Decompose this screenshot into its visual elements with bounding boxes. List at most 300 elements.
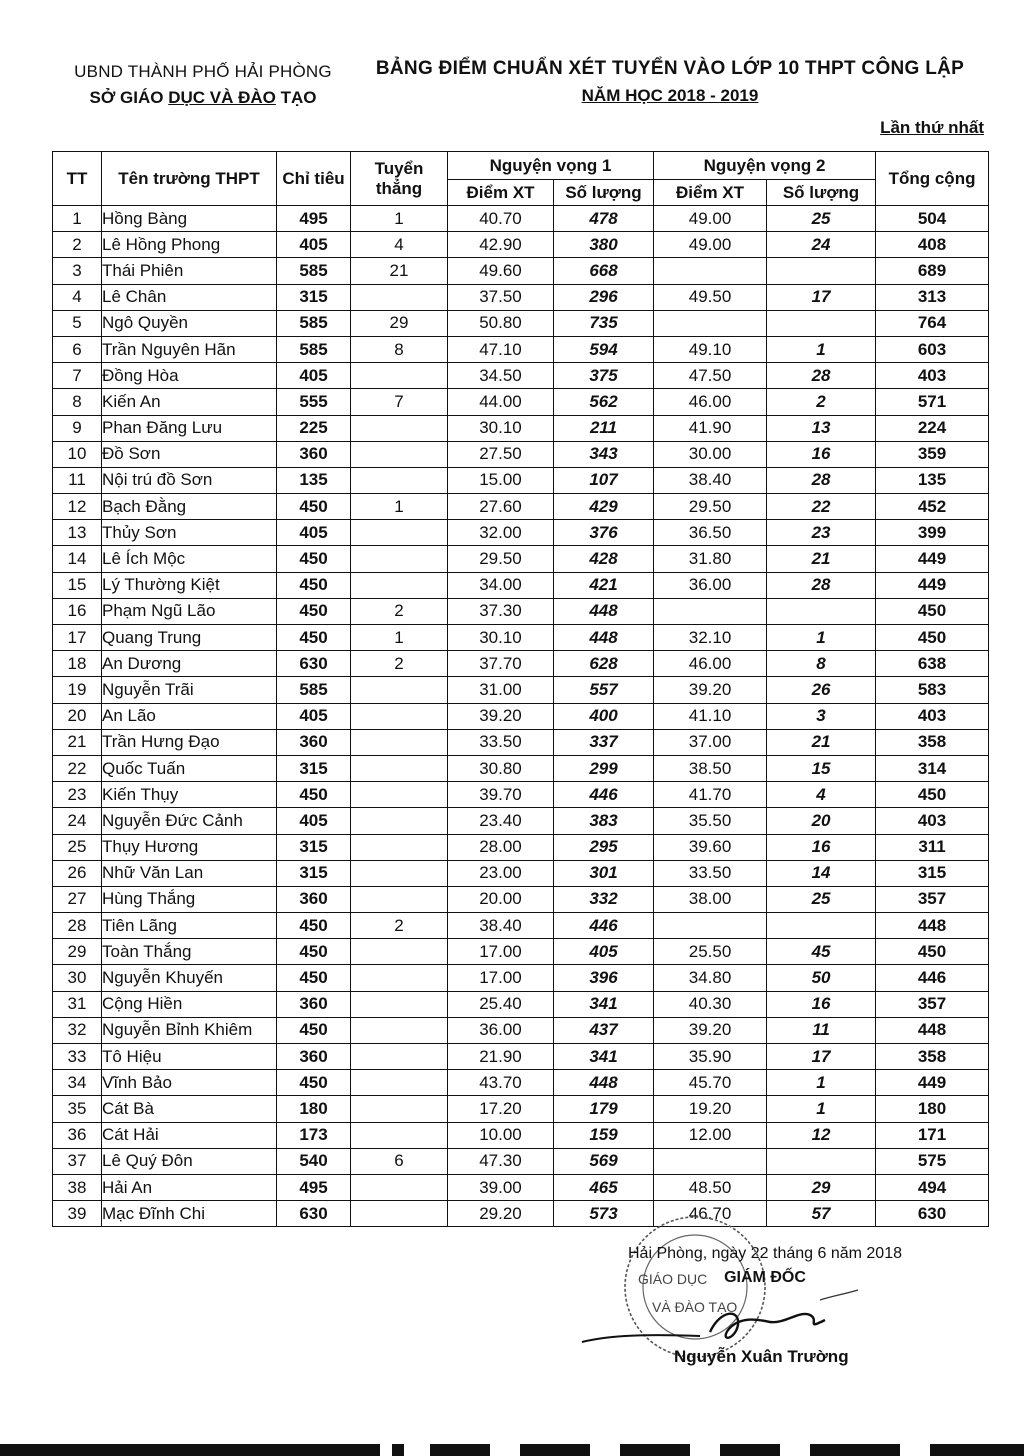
table-row — [53, 991, 989, 1017]
row-nv1-score: 34.50 — [448, 363, 554, 389]
row-school: Lê Quý Đôn — [102, 1148, 277, 1174]
row-nv1-score: 29.20 — [448, 1201, 554, 1227]
row-school: Lê Hồng Phong — [102, 232, 277, 258]
row-direct — [351, 703, 448, 729]
row-nv1-count: 107 — [554, 467, 654, 493]
col-nv2-score: Điểm XT — [654, 180, 767, 206]
row-total: 504 — [876, 206, 989, 232]
row-nv2-count: 15 — [767, 755, 876, 781]
row-nv1-score: 23.40 — [448, 808, 554, 834]
row-quota: 630 — [277, 1201, 351, 1227]
round-label: Lần thứ nhất — [880, 118, 984, 137]
row-direct — [351, 1122, 448, 1148]
row-tt: 10 — [53, 441, 102, 467]
row-school: An Dương — [102, 651, 277, 677]
row-total: 224 — [876, 415, 989, 441]
row-direct: 6 — [351, 1148, 448, 1174]
row-nv2-count: 25 — [767, 886, 876, 912]
row-direct — [351, 755, 448, 781]
table-row — [53, 1044, 989, 1070]
table-row — [53, 729, 989, 755]
row-nv1-score: 38.40 — [448, 913, 554, 939]
row-nv2-count: 23 — [767, 520, 876, 546]
row-tt: 6 — [53, 336, 102, 362]
row-tt: 34 — [53, 1070, 102, 1096]
row-total: 448 — [876, 1017, 989, 1043]
row-nv1-count: 465 — [554, 1174, 654, 1200]
table-row — [53, 1122, 989, 1148]
row-tt: 39 — [53, 1201, 102, 1227]
table-row — [53, 782, 989, 808]
row-tt: 4 — [53, 284, 102, 310]
row-direct: 4 — [351, 232, 448, 258]
row-tt: 16 — [53, 598, 102, 624]
col-total: Tổng cộng — [876, 152, 989, 206]
table-row — [53, 389, 989, 415]
row-total: 358 — [876, 1044, 989, 1070]
row-nv2-count: 28 — [767, 467, 876, 493]
row-direct — [351, 572, 448, 598]
row-direct: 1 — [351, 494, 448, 520]
row-school: Đồng Hòa — [102, 363, 277, 389]
row-direct — [351, 834, 448, 860]
table-row — [53, 232, 989, 258]
row-quota: 450 — [277, 939, 351, 965]
row-school: Phạm Ngũ Lão — [102, 598, 277, 624]
row-nv1-score: 50.80 — [448, 310, 554, 336]
row-total: 448 — [876, 913, 989, 939]
row-tt: 18 — [53, 651, 102, 677]
row-nv1-score: 17.20 — [448, 1096, 554, 1122]
row-quota: 495 — [277, 1174, 351, 1200]
row-nv1-score: 44.00 — [448, 389, 554, 415]
row-nv2-score: 49.10 — [654, 336, 767, 362]
row-total: 180 — [876, 1096, 989, 1122]
row-nv1-score: 37.70 — [448, 651, 554, 677]
col-school: Tên trường THPT — [102, 152, 277, 206]
row-nv1-score: 32.00 — [448, 520, 554, 546]
table-row — [53, 441, 989, 467]
row-nv2-score: 38.50 — [654, 755, 767, 781]
row-tt: 17 — [53, 625, 102, 651]
row-direct: 21 — [351, 258, 448, 284]
row-nv2-score: 49.00 — [654, 232, 767, 258]
row-quota: 495 — [277, 206, 351, 232]
row-quota: 360 — [277, 991, 351, 1017]
row-nv1-score: 21.90 — [448, 1044, 554, 1070]
row-quota: 405 — [277, 808, 351, 834]
row-quota: 450 — [277, 965, 351, 991]
row-quota: 450 — [277, 1070, 351, 1096]
row-nv2-count: 1 — [767, 1096, 876, 1122]
row-total: 630 — [876, 1201, 989, 1227]
seal-line-2: VÀ ĐÀO TẠO — [652, 1299, 738, 1315]
row-tt: 7 — [53, 363, 102, 389]
row-nv1-count: 296 — [554, 284, 654, 310]
row-quota: 540 — [277, 1148, 351, 1174]
table-row — [53, 494, 989, 520]
place-date: Hải Phòng, ngày 22 tháng 6 năm 2018 — [628, 1245, 902, 1262]
row-school: Nguyễn Đức Cảnh — [102, 808, 277, 834]
row-school: Hải An — [102, 1174, 277, 1200]
row-nv1-count: 375 — [554, 363, 654, 389]
document-title: BẢNG ĐIỂM CHUẨN XÉT TUYỂN VÀO LỚP 10 THPT CÔNG LẬP — [375, 58, 965, 79]
row-total: 403 — [876, 808, 989, 834]
row-nv2-score: 31.80 — [654, 546, 767, 572]
document-heading — [365, 58, 975, 106]
row-nv1-score: 43.70 — [448, 1070, 554, 1096]
row-nv2-count: 24 — [767, 232, 876, 258]
row-total: 403 — [876, 363, 989, 389]
seal-line-1: GIÁO DỤC — [638, 1271, 708, 1287]
row-direct — [351, 1096, 448, 1122]
row-tt: 37 — [53, 1148, 102, 1174]
row-school: Trần Hưng Đạo — [102, 729, 277, 755]
row-nv2-count: 12 — [767, 1122, 876, 1148]
row-nv2-count: 1 — [767, 625, 876, 651]
row-tt: 11 — [53, 467, 102, 493]
row-nv2-count: 1 — [767, 336, 876, 362]
row-nv1-count: 448 — [554, 1070, 654, 1096]
table-row — [53, 572, 989, 598]
row-total: 408 — [876, 232, 989, 258]
col-direct: Tuyển thẳng — [351, 152, 448, 206]
row-tt: 24 — [53, 808, 102, 834]
row-nv2-count: 2 — [767, 389, 876, 415]
row-nv1-score: 10.00 — [448, 1122, 554, 1148]
row-quota: 450 — [277, 572, 351, 598]
row-nv1-score: 17.00 — [448, 939, 554, 965]
row-quota: 585 — [277, 336, 351, 362]
row-nv2-score: 32.10 — [654, 625, 767, 651]
row-quota: 405 — [277, 703, 351, 729]
row-nv1-count: 396 — [554, 965, 654, 991]
row-quota: 555 — [277, 389, 351, 415]
row-tt: 23 — [53, 782, 102, 808]
row-total: 403 — [876, 703, 989, 729]
row-tt: 2 — [53, 232, 102, 258]
row-nv1-count: 429 — [554, 494, 654, 520]
row-nv1-count: 295 — [554, 834, 654, 860]
row-nv1-score: 20.00 — [448, 886, 554, 912]
table-row — [53, 965, 989, 991]
row-quota: 315 — [277, 860, 351, 886]
row-tt: 12 — [53, 494, 102, 520]
row-nv2-count: 13 — [767, 415, 876, 441]
row-nv2-count — [767, 1148, 876, 1174]
row-quota: 450 — [277, 1017, 351, 1043]
row-direct — [351, 1044, 448, 1070]
row-nv1-score: 34.00 — [448, 572, 554, 598]
col-nv2: Nguyện vọng 2 — [654, 152, 876, 180]
row-nv2-count: 1 — [767, 1070, 876, 1096]
row-school: Cát Hải — [102, 1122, 277, 1148]
row-nv2-score: 29.50 — [654, 494, 767, 520]
table-row — [53, 1096, 989, 1122]
row-direct — [351, 729, 448, 755]
row-tt: 36 — [53, 1122, 102, 1148]
table-row — [53, 336, 989, 362]
row-direct — [351, 965, 448, 991]
row-nv2-count — [767, 913, 876, 939]
table-row — [53, 1174, 989, 1200]
row-nv1-count: 428 — [554, 546, 654, 572]
row-nv2-score: 39.60 — [654, 834, 767, 860]
row-nv1-score: 33.50 — [448, 729, 554, 755]
row-total: 358 — [876, 729, 989, 755]
scan-edge-marks — [0, 1440, 1024, 1456]
row-nv2-count: 21 — [767, 729, 876, 755]
row-tt: 25 — [53, 834, 102, 860]
table-row — [53, 939, 989, 965]
row-nv1-count: 446 — [554, 913, 654, 939]
row-school: Kiến An — [102, 389, 277, 415]
table-row — [53, 1201, 989, 1227]
row-nv2-count: 45 — [767, 939, 876, 965]
row-total: 449 — [876, 572, 989, 598]
row-nv1-count: 341 — [554, 991, 654, 1017]
row-nv2-count: 16 — [767, 834, 876, 860]
table-row — [53, 520, 989, 546]
row-total: 764 — [876, 310, 989, 336]
row-nv1-score: 23.00 — [448, 860, 554, 886]
table-row — [53, 1017, 989, 1043]
row-nv2-count: 28 — [767, 572, 876, 598]
row-quota: 225 — [277, 415, 351, 441]
row-nv1-score: 27.60 — [448, 494, 554, 520]
row-nv1-count: 159 — [554, 1122, 654, 1148]
document-subtitle: NĂM HỌC 2018 - 2019 — [581, 86, 759, 105]
row-tt: 5 — [53, 310, 102, 336]
row-tt: 15 — [53, 572, 102, 598]
row-quota: 585 — [277, 258, 351, 284]
row-nv2-count: 26 — [767, 677, 876, 703]
row-nv1-count: 343 — [554, 441, 654, 467]
row-total: 357 — [876, 991, 989, 1017]
table-row — [53, 808, 989, 834]
authority-line-1: UBND THÀNH PHỐ HẢI PHÒNG — [74, 62, 332, 81]
col-tt: TT — [53, 152, 102, 206]
row-nv1-score: 39.70 — [448, 782, 554, 808]
row-quota: 450 — [277, 782, 351, 808]
row-direct — [351, 782, 448, 808]
table-row — [53, 1070, 989, 1096]
row-tt: 8 — [53, 389, 102, 415]
row-direct — [351, 991, 448, 1017]
table-row — [53, 546, 989, 572]
row-school: Phan Đăng Lưu — [102, 415, 277, 441]
row-nv2-score: 46.00 — [654, 651, 767, 677]
row-school: Lý Thường Kiệt — [102, 572, 277, 598]
row-quota: 135 — [277, 467, 351, 493]
row-nv1-score: 37.50 — [448, 284, 554, 310]
row-nv1-count: 400 — [554, 703, 654, 729]
row-quota: 405 — [277, 363, 351, 389]
row-total: 449 — [876, 546, 989, 572]
row-nv2-score — [654, 310, 767, 336]
row-nv2-count: 28 — [767, 363, 876, 389]
row-tt: 19 — [53, 677, 102, 703]
row-nv1-count: 446 — [554, 782, 654, 808]
row-tt: 21 — [53, 729, 102, 755]
row-quota: 630 — [277, 651, 351, 677]
row-nv1-count: 569 — [554, 1148, 654, 1174]
row-quota: 450 — [277, 546, 351, 572]
row-school: Lê Ích Mộc — [102, 546, 277, 572]
table-row — [53, 625, 989, 651]
authority-line-2-c: TẠO — [275, 88, 317, 107]
row-nv2-count: 20 — [767, 808, 876, 834]
row-total: 452 — [876, 494, 989, 520]
row-total: 689 — [876, 258, 989, 284]
row-nv2-count: 16 — [767, 441, 876, 467]
row-nv1-count: 437 — [554, 1017, 654, 1043]
row-school: Toàn Thắng — [102, 939, 277, 965]
row-quota: 360 — [277, 886, 351, 912]
row-nv1-score: 25.40 — [448, 991, 554, 1017]
row-nv1-score: 29.50 — [448, 546, 554, 572]
row-direct — [351, 1174, 448, 1200]
row-quota: 360 — [277, 1044, 351, 1070]
row-nv2-score: 35.50 — [654, 808, 767, 834]
row-nv1-score: 36.00 — [448, 1017, 554, 1043]
row-quota: 450 — [277, 913, 351, 939]
row-total: 450 — [876, 625, 989, 651]
row-nv2-score: 38.40 — [654, 467, 767, 493]
row-nv1-score: 28.00 — [448, 834, 554, 860]
row-total: 399 — [876, 520, 989, 546]
row-direct: 2 — [351, 651, 448, 677]
row-direct: 1 — [351, 625, 448, 651]
row-nv2-score: 36.00 — [654, 572, 767, 598]
row-total: 450 — [876, 598, 989, 624]
row-school: Quốc Tuấn — [102, 755, 277, 781]
row-nv2-count: 25 — [767, 206, 876, 232]
row-nv1-count: 332 — [554, 886, 654, 912]
row-nv1-score: 15.00 — [448, 467, 554, 493]
row-school: Thụy Hương — [102, 834, 277, 860]
row-total: 571 — [876, 389, 989, 415]
row-nv2-score: 47.50 — [654, 363, 767, 389]
row-school: Nội trú đồ Sơn — [102, 467, 277, 493]
row-total: 638 — [876, 651, 989, 677]
row-school: Nguyễn Khuyến — [102, 965, 277, 991]
row-direct — [351, 939, 448, 965]
row-direct — [351, 860, 448, 886]
row-nv2-score — [654, 913, 767, 939]
row-direct — [351, 467, 448, 493]
row-tt: 28 — [53, 913, 102, 939]
row-nv2-score: 40.30 — [654, 991, 767, 1017]
row-nv1-count: 478 — [554, 206, 654, 232]
row-nv2-score: 49.50 — [654, 284, 767, 310]
row-school: Lê Chân — [102, 284, 277, 310]
row-nv1-score: 37.30 — [448, 598, 554, 624]
row-nv1-score: 47.10 — [448, 336, 554, 362]
row-total: 446 — [876, 965, 989, 991]
table-row — [53, 598, 989, 624]
row-quota: 405 — [277, 520, 351, 546]
row-nv1-count: 299 — [554, 755, 654, 781]
row-nv1-count: 573 — [554, 1201, 654, 1227]
row-nv2-score: 45.70 — [654, 1070, 767, 1096]
col-nv1-score: Điểm XT — [448, 180, 554, 206]
row-tt: 14 — [53, 546, 102, 572]
row-direct — [351, 284, 448, 310]
row-total: 135 — [876, 467, 989, 493]
row-nv2-score: 49.00 — [654, 206, 767, 232]
row-nv2-count: 16 — [767, 991, 876, 1017]
row-nv2-count — [767, 598, 876, 624]
row-nv2-count: 11 — [767, 1017, 876, 1043]
table-row — [53, 677, 989, 703]
row-direct — [351, 808, 448, 834]
row-total: 171 — [876, 1122, 989, 1148]
row-tt: 27 — [53, 886, 102, 912]
row-nv2-score — [654, 1148, 767, 1174]
authority-line-2 — [58, 88, 348, 108]
row-nv1-score: 42.90 — [448, 232, 554, 258]
row-quota: 315 — [277, 755, 351, 781]
row-school: Cộng Hiền — [102, 991, 277, 1017]
row-total: 315 — [876, 860, 989, 886]
row-nv1-count: 594 — [554, 336, 654, 362]
row-direct: 2 — [351, 598, 448, 624]
col-quota: Chỉ tiêu — [277, 152, 351, 206]
row-quota: 360 — [277, 441, 351, 467]
row-school: Hùng Thắng — [102, 886, 277, 912]
row-nv2-score: 46.00 — [654, 389, 767, 415]
row-nv1-count: 337 — [554, 729, 654, 755]
row-tt: 30 — [53, 965, 102, 991]
row-nv1-count: 448 — [554, 625, 654, 651]
row-tt: 31 — [53, 991, 102, 1017]
row-total: 449 — [876, 1070, 989, 1096]
row-nv2-count — [767, 310, 876, 336]
row-nv2-score: 41.10 — [654, 703, 767, 729]
row-direct — [351, 415, 448, 441]
row-nv1-count: 628 — [554, 651, 654, 677]
row-school: Vĩnh Bảo — [102, 1070, 277, 1096]
row-nv1-score: 31.00 — [448, 677, 554, 703]
row-school: Quang Trung — [102, 625, 277, 651]
row-school: Trần Nguyên Hãn — [102, 336, 277, 362]
row-total: 583 — [876, 677, 989, 703]
issuing-authority — [58, 62, 348, 108]
row-total: 357 — [876, 886, 989, 912]
row-tt: 29 — [53, 939, 102, 965]
row-school: Thái Phiên — [102, 258, 277, 284]
row-nv2-score: 19.20 — [654, 1096, 767, 1122]
row-school: Thủy Sơn — [102, 520, 277, 546]
row-quota: 360 — [277, 729, 351, 755]
row-quota: 405 — [277, 232, 351, 258]
row-total: 575 — [876, 1148, 989, 1174]
table-row — [53, 755, 989, 781]
table-row — [53, 1148, 989, 1174]
row-quota: 315 — [277, 284, 351, 310]
row-nv2-score: 46.70 — [654, 1201, 767, 1227]
row-nv2-count: 3 — [767, 703, 876, 729]
row-school: Đồ Sơn — [102, 441, 277, 467]
row-direct — [351, 441, 448, 467]
row-nv1-count: 557 — [554, 677, 654, 703]
row-nv1-count: 405 — [554, 939, 654, 965]
row-nv2-score: 33.50 — [654, 860, 767, 886]
row-tt: 33 — [53, 1044, 102, 1070]
row-nv1-count: 383 — [554, 808, 654, 834]
row-school: Ngô Quyền — [102, 310, 277, 336]
